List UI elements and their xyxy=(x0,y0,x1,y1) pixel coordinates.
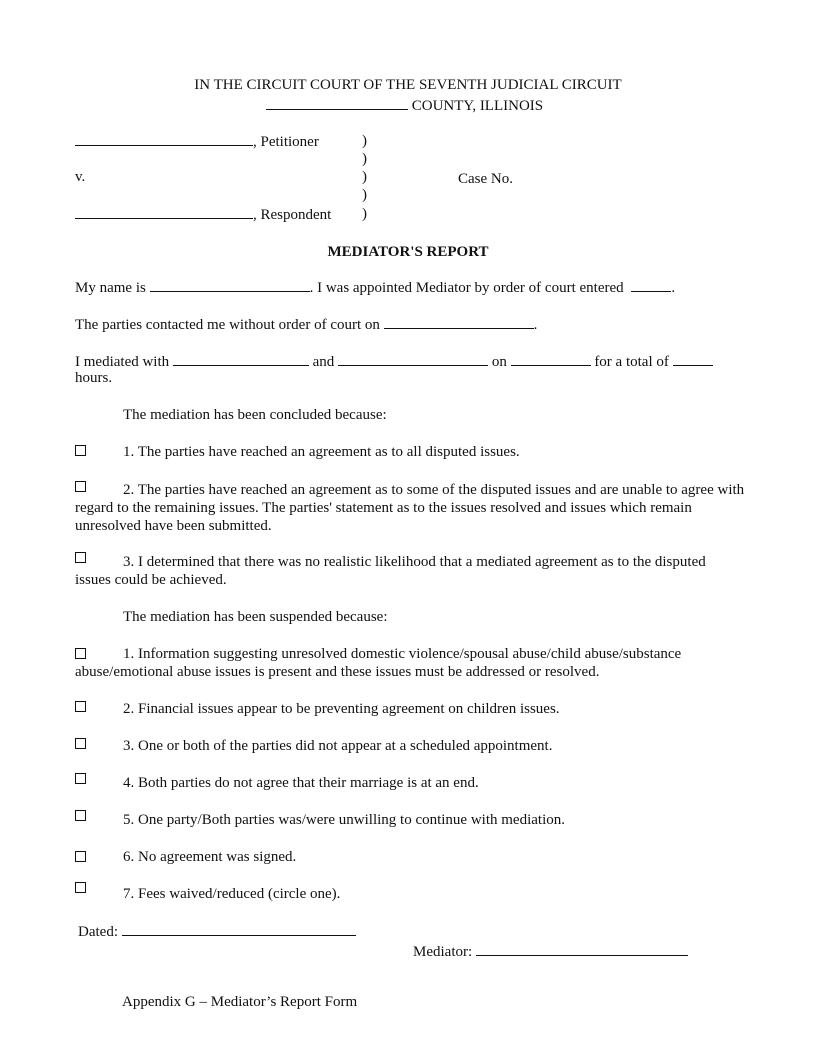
versus-label: v. xyxy=(75,169,86,185)
case-no-label: Case No. xyxy=(458,171,513,187)
county-blank[interactable] xyxy=(266,95,408,110)
concluded-item-1: 1. The parties have reached an agreement as to all disputed issues. xyxy=(123,444,520,460)
mediated-line xyxy=(75,351,713,371)
court-heading: IN THE CIRCUIT COURT OF THE SEVENTH JUDICIAL CIRCUIT xyxy=(194,77,622,93)
order-date-blank[interactable] xyxy=(631,277,671,292)
suspended-item-4: 4. Both parties do not agree that their marriage is at an end. xyxy=(123,775,479,791)
report-title: MEDIATOR'S REPORT xyxy=(327,244,489,260)
name-prefix: My name is xyxy=(75,280,146,296)
suspended-item-7: 7. Fees waived/reduced (circle one). xyxy=(123,886,341,902)
hours-label: hours. xyxy=(75,370,113,386)
concluded-checkbox-1[interactable] xyxy=(75,445,86,456)
concluded-heading: The mediation has been concluded because: xyxy=(123,407,387,423)
party-two-blank[interactable] xyxy=(338,351,488,366)
suspended-checkbox-2[interactable] xyxy=(75,701,86,712)
dated-label: Dated: xyxy=(78,924,118,940)
mediated-and: and xyxy=(312,354,335,370)
concluded-item-2 xyxy=(75,481,745,535)
contacted-date-blank[interactable] xyxy=(384,314,534,329)
hours-blank[interactable] xyxy=(673,351,713,366)
suspended-item-3: 3. One or both of the parties did not appear at a scheduled appointment. xyxy=(123,738,553,754)
suspended-item-2: 2. Financial issues appear to be preventing agreement on children issues. xyxy=(123,701,560,717)
dated-blank[interactable] xyxy=(122,921,356,936)
mediated-prefix: I mediated with xyxy=(75,354,170,370)
appendix-footer: Appendix G – Mediator’s Report Form xyxy=(122,994,358,1010)
respondent-blank[interactable] xyxy=(75,204,253,219)
caption-paren-1: ) xyxy=(362,133,367,149)
petitioner-blank[interactable] xyxy=(75,131,253,146)
concluded-item-3 xyxy=(75,553,745,589)
petitioner-line xyxy=(75,131,319,151)
concluded-item-3-text: 3. I determined that there was no realistic likelihood that a mediated agreement as to the disputed issues could be achieved. xyxy=(75,554,706,588)
suspended-checkbox-7[interactable] xyxy=(75,882,86,893)
caption-paren-2: ) xyxy=(362,151,367,167)
suspended-item-1 xyxy=(75,645,745,681)
mediated-on: on xyxy=(491,354,507,370)
suspended-item-1-text: 1. Information suggesting unresolved domestic violence/spousal abuse/child abuse/substance abuse/emotional abuse issues is present and these issues must be addressed or resolved. xyxy=(75,646,682,680)
mediator-signature-blank[interactable] xyxy=(476,941,688,956)
mediator-name-blank[interactable] xyxy=(150,277,310,292)
respondent-label: , Respondent xyxy=(253,207,332,223)
suspended-checkbox-4[interactable] xyxy=(75,773,86,784)
contacted-period: . xyxy=(533,317,538,333)
county-suffix: COUNTY, ILLINOIS xyxy=(411,98,544,114)
mediator-sign-line xyxy=(413,941,688,961)
contacted-prefix: The parties contacted me without order of court on xyxy=(75,317,380,333)
county-line xyxy=(266,95,543,115)
name-line xyxy=(75,277,675,297)
total-prefix: for a total of xyxy=(594,354,669,370)
petitioner-label: , Petitioner xyxy=(253,134,319,150)
concluded-item-2-text: 2. The parties have reached an agreement as to some of the disputed issues and are unable to agree with regard to the remaining issues. The parties' statement as to the issues resolved and issues which remain unresolved have been submitted. xyxy=(75,482,745,534)
party-one-blank[interactable] xyxy=(173,351,309,366)
mediation-date-blank[interactable] xyxy=(511,351,591,366)
name-period: . xyxy=(671,280,676,296)
caption-paren-4: ) xyxy=(362,187,367,203)
dated-line xyxy=(78,921,356,941)
suspended-checkbox-6[interactable] xyxy=(75,851,86,862)
caption-paren-5: ) xyxy=(362,206,367,222)
contacted-line xyxy=(75,314,537,334)
suspended-item-5: 5. One party/Both parties was/were unwilling to continue with mediation. xyxy=(123,812,565,828)
suspended-checkbox-3[interactable] xyxy=(75,738,86,749)
suspended-item-6: 6. No agreement was signed. xyxy=(123,849,297,865)
caption-paren-3: ) xyxy=(362,169,367,185)
suspended-checkbox-5[interactable] xyxy=(75,810,86,821)
suspended-heading: The mediation has been suspended because: xyxy=(123,609,388,625)
respondent-line xyxy=(75,204,331,224)
name-suffix: . I was appointed Mediator by order of court entered xyxy=(309,280,624,296)
mediator-label: Mediator: xyxy=(413,944,473,960)
